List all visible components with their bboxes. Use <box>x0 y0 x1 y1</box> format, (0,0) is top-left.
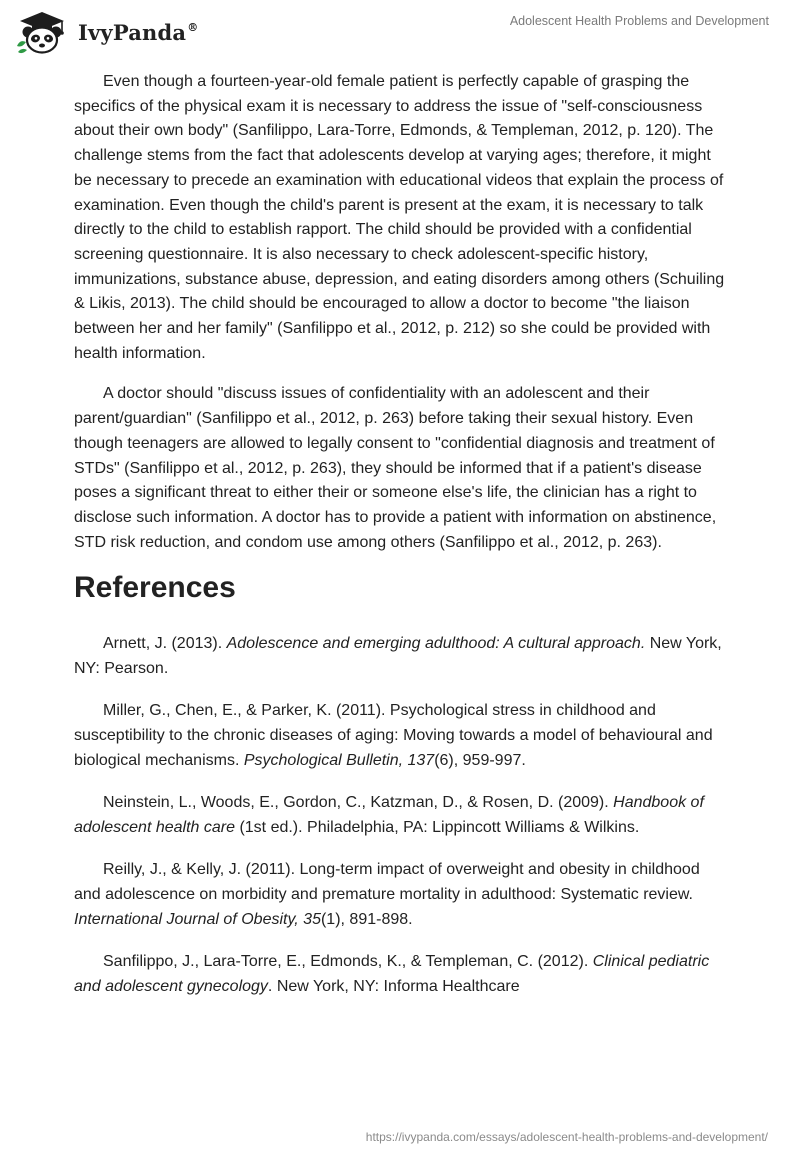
document-body <box>74 70 728 1016</box>
references-heading: References <box>74 571 236 605</box>
brand-logo[interactable] <box>12 10 198 54</box>
reference-item: Neinstein, L., Woods, E., Gordon, C., Katzman, D., & Rosen, D. (2009). Handbook of adolescent health care (1st ed.). Philadelphia, PA: Lippincott Williams & Wilkins. <box>74 794 704 837</box>
body-paragraph-2: A doctor should "discuss issues of confidentiality with an adolescent and their parent/guardian" (Sanfilippo et al., 2012, p. 263) before taking their sexual history. Even though teenagers are allowed to legally consent to "confidential diagnosis and treatment of STDs" (Sanfilippo et al., 2012, p. 263), they should be informed that if a patient's disease poses a significant threat to either their or someone else's life, the clinician has a right to disclose such information. A doctor has to provide a patient with information on abstinence, STD risk reduction, and condom use among others (Sanfilippo et al., 2012, p. 263). <box>74 385 717 551</box>
document-title: Adolescent Health Problems and Development <box>509 14 769 28</box>
brand-name: IvyPanda® <box>78 19 199 45</box>
reference-item: Miller, G., Chen, E., & Parker, K. (2011). Psychological stress in childhood and susceptibility to the chronic diseases of aging: Moving towards a model of behavioural and biological mechanisms. Psychological Bulletin, 137(6), 959-997. <box>74 702 713 770</box>
source-url-link[interactable]: https://ivypanda.com/essays/adolescent-health-problems-and-development/ <box>365 1130 768 1144</box>
reference-item: Sanfilippo, J., Lara-Torre, E., Edmonds, K., & Templeman, C. (2012). Clinical pediatric and adolescent gynecology. New York, NY: Informa Healthcare <box>74 953 710 996</box>
reference-item: Arnett, J. (2013). Adolescence and emerging adulthood: A cultural approach. New York, NY: Pearson. <box>74 635 722 678</box>
body-paragraph-1: Even though a fourteen-year-old female patient is perfectly capable of grasping the specifics of the physical exam it is necessary to address the issue of "self-consciousness about their own body" (Sanfilippo, Lara-Torre, Edmonds, & Templeman, 2012, p. 120). The challenge stems from the fact that adolescents develop at varying ages; therefore, it might be necessary to precede an examination with educational videos that explain the process of examination. Even though the child's parent is present at the exam, it is necessary to talk directly to the child to establish rapport. The child should be provided with a confidential screening questionnaire. It is also necessary to check adolescent-specific history, immunizations, substance abuse, depression, and eating disorders among others (Schuiling & Likis, 2013). The child should be encouraged to allow a doctor to become "the liaison between her and her family" (Sanfilippo et al., 2012, p. 212) so she could be provided with health information. <box>74 73 725 362</box>
reference-item: Reilly, J., & Kelly, J. (2011). Long-term impact of overweight and obesity in childhood and adolescence on morbidity and premature mortality in adulthood: Systematic review. International Journal of Obesity, 35(1), 891-898. <box>74 861 700 929</box>
panda-graduate-logo-icon <box>12 10 76 54</box>
page-header <box>0 0 800 64</box>
